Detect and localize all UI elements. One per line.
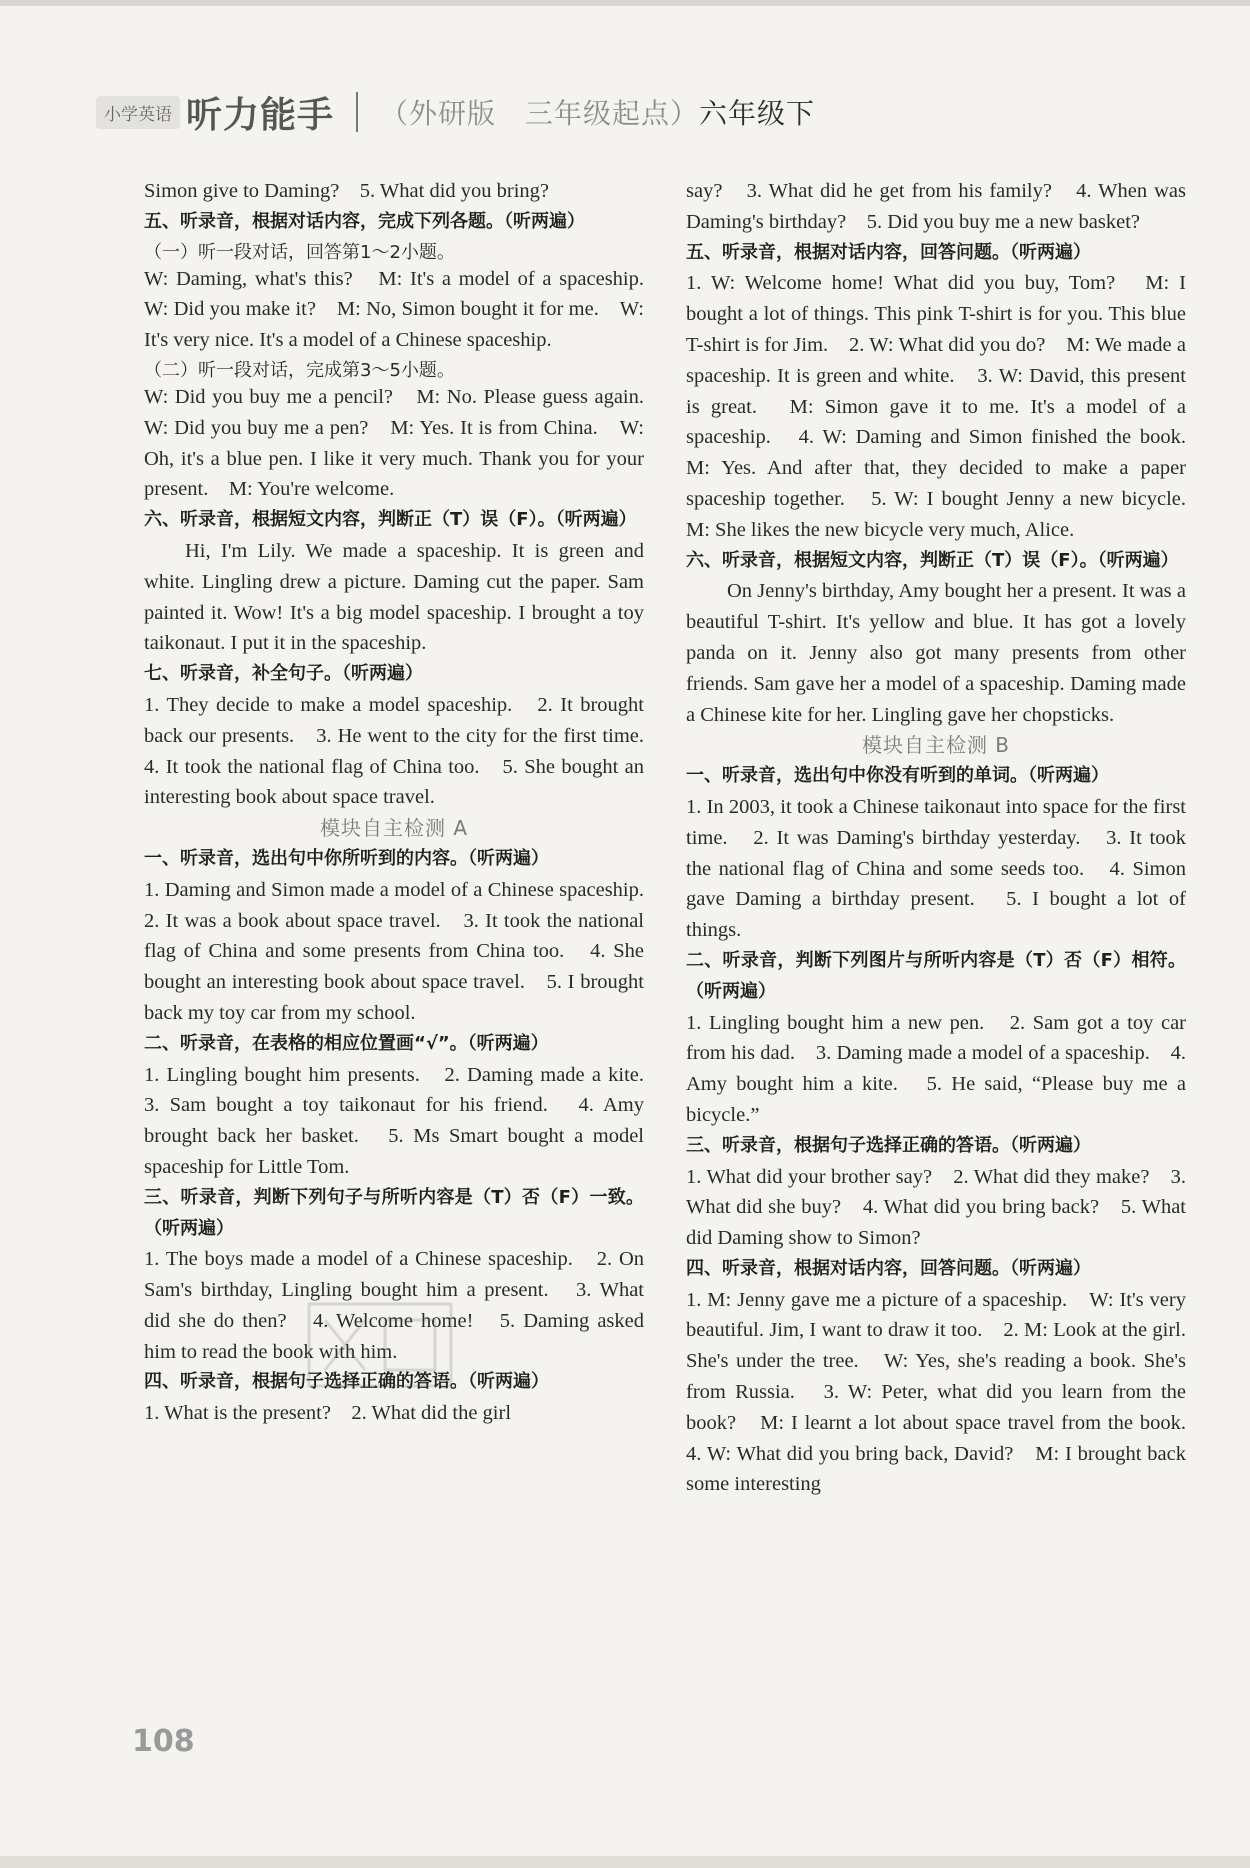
question-heading: 四、听录音，根据对话内容，回答问题。（听两遍）: [686, 1257, 1091, 1279]
transcript-paragraph: 1. What is the present? 2. What did the girl: [144, 1402, 512, 1425]
left-column: [144, 176, 665, 1429]
question-heading: 三、听录音，根据句子选择正确的答语。（听两遍）: [686, 1134, 1091, 1156]
section-title: 模块自主检测 B: [861, 733, 1011, 758]
question-heading: 五、听录音，根据对话内容，完成下列各题。（听两遍）: [144, 210, 585, 232]
top-edge: [0, 0, 1250, 6]
passage-paragraph: On Jenny's birthday, Amy bought her a present. It was a beautiful T-shirt. It's yellow and blue. It has got a lovely panda on it. Jenny also got many presents from other friends. Sam gave her a model of a spaceship. Daming made a Chinese kite for her. Lingling gave her chopsticks.: [686, 580, 1186, 726]
question-heading: 一、听录音，选出句中你没有听到的单词。（听两遍）: [686, 765, 1109, 787]
passage-paragraph: Hi, I'm Lily. We made a spaceship. It is green and white. Lingling drew a picture. Daming cut the paper. Sam painted it. Wow! It's a big model spaceship. I brought a toy taikonaut. I put it in the spaceship.: [144, 539, 644, 655]
transcript-paragraph: 1. What did your brother say? 2. What did they make? 3. What did she buy? 4. What did you bring back? 5. What did Daming show to Simon?: [686, 1165, 1186, 1250]
page-number: 108: [132, 1724, 195, 1759]
transcript-paragraph: 1. In 2003, it took a Chinese taikonaut into space for the first time. 2. It was Daming's birthday yesterday. 3. It took the national flag of China and some seeds too. 4. Simon gave Daming a birthday present. 5. I bought a lot of things.: [686, 795, 1186, 942]
transcript-paragraph: 1. The boys made a model of a Chinese spaceship. 2. On Sam's birthday, Lingling bought him a present. 3. What did she do then? 4. Welcome home! 5. Daming asked him to read the book with him.: [144, 1248, 644, 1363]
transcript-paragraph: Simon give to Daming? 5. What did you bring?: [144, 180, 550, 202]
question-heading: 六、听录音，根据短文内容，判断正（T）误（F）。（听两遍）: [144, 509, 637, 531]
question-heading: 二、听录音，判断下列图片与所听内容是（T）否（F）相符。（听两遍）: [686, 949, 1186, 1002]
edition-label: （外研版 三年级起点）: [380, 97, 700, 130]
question-heading: 六、听录音，根据短文内容，判断正（T）误（F）。（听两遍）: [686, 549, 1179, 571]
transcript-paragraph: 1. They decide to make a model spaceship. 2. It brought back our presents. 3. He went to the city for the first time. 4. It took the national flag of China too. 5. She bought an interesting book about space travel.: [144, 693, 665, 809]
transcript-paragraph: W: Did you buy me a pencil? M: No. Please guess again. W: Did you buy me a pen? M: Yes. It is from China. W: Oh, it's a blue pen. I like it very much. Thank you for your present. M: You're welcome.: [144, 385, 665, 501]
question-heading: 三、听录音，判断下列句子与所听内容是（T）否（F）一致。（听两遍）: [144, 1186, 644, 1239]
transcript-paragraph: 1. M: Jenny gave me a picture of a spaceship. W: It's very beautiful. Jim, I want to draw it too. 2. M: Look at the girl. She's under the tree. W: Yes, she's reading a book. She's from Russia. 3. W: Peter, what did you learn from the book? M: I learnt a lot about space travel from the book. 4. W: What did you bring back, David? M: I brought back some interesting: [686, 1288, 1207, 1496]
transcript-paragraph: 1. Lingling bought him presents. 2. Daming made a kite. 3. Sam bought a toy taikonaut for his friend. 4. Amy brought back her basket. 5. Ms Smart bought a model spaceship for Little Tom.: [144, 1063, 665, 1178]
transcript-paragraph: 1. Lingling bought him a new pen. 2. Sam got a toy car from his dad. 3. Daming made a model of a spaceship. 4. Amy bought him a kite. 5. He said, “Please buy me a bicycle.”: [686, 1011, 1186, 1126]
brand-subject-label: 小学英语: [96, 96, 180, 129]
right-column: [686, 176, 1207, 1500]
brand-logo-title: 听力能手: [186, 94, 335, 136]
section-title: 模块自主检测 A: [319, 816, 469, 841]
question-heading: 七、听录音，补全句子。（听两遍）: [144, 663, 423, 685]
question-heading: 一、听录音，选出句中你所听到的内容。（听两遍）: [144, 847, 549, 869]
page-header: [96, 88, 815, 136]
transcript-paragraph: W: Daming, what's this? M: It's a model of a spaceship. W: Did you make it? M: No, Simon bought it for me. W: It's very nice. It's a model of a Chinese spaceship.: [144, 267, 665, 352]
transcript-paragraph: say? 3. What did he get from his family? 4. When was Daming's birthday? 5. Did you buy me a new basket?: [686, 180, 1186, 233]
bottom-edge: [0, 1856, 1250, 1868]
grade-label: 六年级下: [699, 97, 816, 130]
transcript-paragraph: 1. Daming and Simon made a model of a Chinese spaceship. 2. It was a book about space travel. 3. It took the national flag of China and some presents from China too. 4. She bought an interesting book about space travel. 5. I brought back my toy car from my school.: [144, 878, 665, 1024]
question-heading: 二、听录音，在表格的相应位置画“√”。（听两遍）: [144, 1032, 549, 1054]
header-divider: [356, 92, 358, 132]
question-heading: 四、听录音，根据句子选择正确的答语。（听两遍）: [144, 1371, 549, 1393]
sub-heading: （二）听一段对话，完成第3～5小题。: [144, 359, 455, 381]
transcript-paragraph: 1. W: Welcome home! What did you buy, Tom? M: I bought a lot of things. This pink T-shirt is for you. This blue T-shirt is for Jim. 2. W: What did you do? M: We made a spaceship. It is green and white. 3. W: David, this present is great. M: Simon gave it to me. It's a model of a spaceship. 4. W: Daming and Simon finished the book. M: Yes. And after that, they decided to make a paper spaceship together. 5. W: I bought Jenny a new bicycle. M: She likes the new bicycle very much, Alice.: [686, 272, 1207, 541]
question-heading: 五、听录音，根据对话内容，回答问题。（听两遍）: [686, 241, 1091, 263]
sub-heading: （一）听一段对话，回答第1～2小题。: [144, 241, 455, 263]
